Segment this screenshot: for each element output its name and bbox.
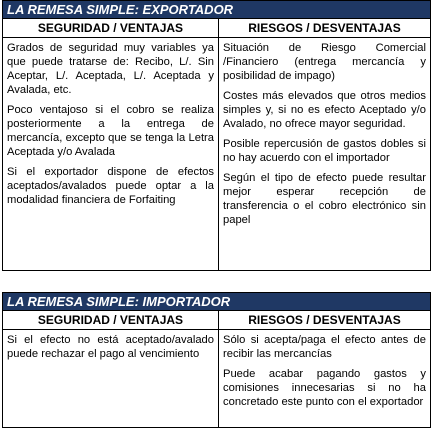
exporter-table (2, 0, 431, 271)
exporter-advantages-header: SEGURIDAD / VENTAJAS (3, 19, 218, 38)
exporter-advantage-3: Si el exportador dispone de efectos aceptados/avalados puede optar a la modalidad financiera de Forfaiting (7, 166, 214, 206)
exporter-risks-list (219, 38, 430, 227)
exporter-advantage-2: Poco ventajoso si el cobro se realiza posteriormente a la entrega de mercancía, excepto que se tenga la Letra Aceptada y/o Avalada (7, 104, 214, 158)
exporter-advantages-column (3, 19, 219, 270)
importer-table (2, 292, 431, 428)
exporter-risk-2: Costes más elevados que otros medios simples y, si no es efecto Aceptado y/o Avalado, no ofrece mayor seguridad. (223, 90, 426, 130)
exporter-grid (3, 19, 430, 270)
importer-risk-2: Puede acabar pagando gastos y comisiones innecesarias si no ha concretado este punto con el exportador (223, 368, 426, 408)
exporter-risk-1: Situación de Riesgo Comercial /Financiero (entrega mercancía y posibilidad de impago) (223, 42, 426, 82)
importer-risks-list (219, 330, 430, 409)
importer-advantages-list (3, 330, 218, 361)
exporter-banner: LA REMESA SIMPLE: EXPORTADOR (3, 1, 430, 19)
importer-risk-1: Sólo si acepta/paga el efecto antes de recibir las mercancías (223, 334, 426, 360)
importer-risks-column (219, 311, 430, 427)
exporter-risks-header: RIESGOS / DESVENTAJAS (219, 19, 430, 38)
importer-advantages-column (3, 311, 219, 427)
importer-grid (3, 311, 430, 427)
exporter-risks-column (219, 19, 430, 270)
importer-advantages-header: SEGURIDAD / VENTAJAS (3, 311, 218, 330)
exporter-risk-4: Según el tipo de efecto puede resultar mejor esperar recepción de transferencia o el cobro electrónico sin papel (223, 172, 426, 226)
exporter-risk-3: Posible repercusión de gastos dobles si no hay acuerdo con el importador (223, 138, 426, 164)
exporter-advantage-1: Grados de seguridad muy variables ya que puede tratarse de: Recibo, L/. Sin Aceptar, L/. Aceptada, L/. Aceptada y Avalada, etc. (7, 42, 214, 96)
importer-banner: LA REMESA SIMPLE: IMPORTADOR (3, 293, 430, 311)
importer-advantage-1: Si el efecto no está aceptado/avalado puede rechazar el pago al vencimiento (7, 334, 214, 360)
importer-risks-header: RIESGOS / DESVENTAJAS (219, 311, 430, 330)
exporter-advantages-list (3, 38, 218, 207)
